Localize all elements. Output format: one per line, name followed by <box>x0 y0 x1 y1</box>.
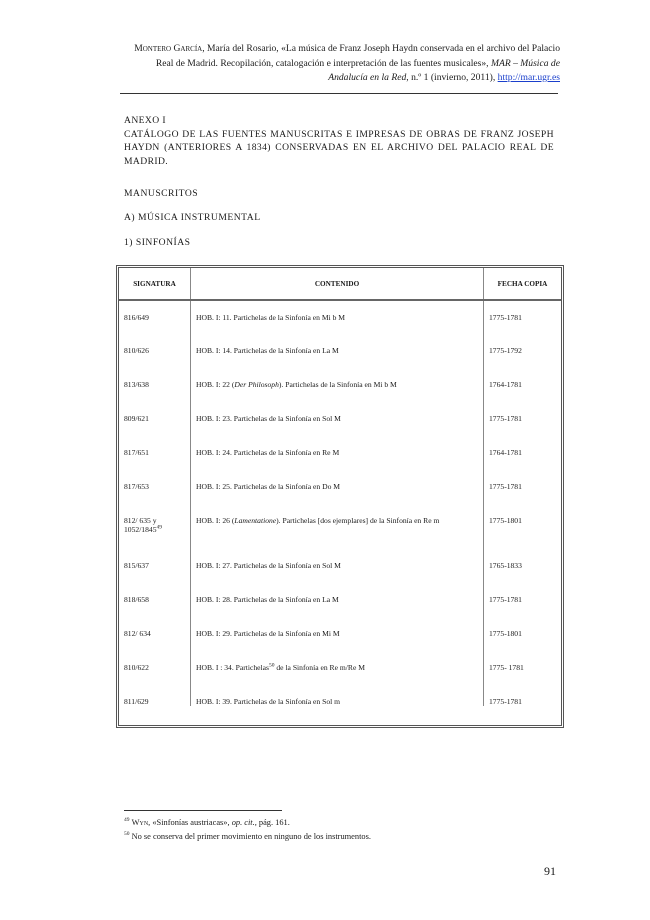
table-row <box>119 402 561 436</box>
footnote-number: 50 <box>124 831 130 838</box>
cell-contenido: HOB. I: 11. Partichelas de la Sinfonía en Mi b M <box>196 313 346 322</box>
cell-fecha: 1775- 1781 <box>484 651 562 685</box>
cell-contenido <box>191 651 484 685</box>
footnote-50 <box>124 831 371 843</box>
table-row <box>119 300 561 334</box>
section-manuscritos: MANUSCRITOS <box>124 188 199 199</box>
footnote-number: 49 <box>124 817 130 824</box>
cell-signatura: 810/626 <box>119 334 191 368</box>
cell-fecha: 1765-1833 <box>484 549 562 583</box>
section-sinfonias: 1) SINFONÍAS <box>124 237 191 248</box>
table-row <box>119 368 561 402</box>
cell-signatura: 818/658 <box>119 583 191 617</box>
header-text-a: María del Rosario, «La música de Franz Joseph Haydn conservada en el archivo del Palacio Real de Madrid. Recopilación, catalogación e interpretación de las fuentes musicales», <box>155 43 560 69</box>
cell-signatura: 816/649 <box>119 300 191 334</box>
table-row <box>119 617 561 651</box>
cell-text: HOB. I : 34. Partichelas <box>196 663 269 672</box>
cell-text: de la Sinfonía en Re m/Re M <box>274 663 365 672</box>
cell-signatura <box>119 504 191 549</box>
cell-text: HOB. I: 26 ( <box>196 516 235 525</box>
table-row <box>119 436 561 470</box>
table-row <box>119 470 561 504</box>
table-row <box>119 583 561 617</box>
cell-fecha: 1775-1801 <box>484 617 562 651</box>
table-row <box>119 334 561 368</box>
cell-fecha: 1775-1792 <box>484 334 562 368</box>
footnote-author: Wyn <box>131 818 149 827</box>
cell-fecha: 1764-1781 <box>484 436 562 470</box>
footnote-ref: 50 <box>268 662 275 669</box>
footnote-rule <box>124 810 282 811</box>
table-row <box>119 685 561 706</box>
cell-contenido: HOB. I: 25. Partichelas de la Sinfonía en Do M <box>196 482 341 491</box>
annex-subtitle: CATÁLOGO DE LAS FUENTES MANUSCRITAS E IMPRESAS DE OBRAS DE FRANZ JOSEPH HAYDN (ANTERIORES A 1834) CONSERVADAS EN EL ARCHIVO DEL PALACIO REAL DE MADRID. <box>124 128 554 167</box>
header-text-b: , n.º 1 (invierno, 2011), <box>406 72 498 83</box>
cell-contenido: HOB. I: 39. Partichelas de la Sinfonía en Sol m <box>196 697 341 706</box>
cell-signatura: 817/651 <box>119 436 191 470</box>
cell-text: ). Partichelas [dos ejemplares] de la Sinfonía en Re m <box>276 516 440 525</box>
header-fecha: FECHA COPIA <box>484 268 562 300</box>
cell-signatura: 817/653 <box>119 470 191 504</box>
cell-fecha: 1775-1781 <box>484 402 562 436</box>
cell-contenido: HOB. I: 23. Partichelas de la Sinfonía en Sol M <box>196 414 341 423</box>
catalog-table <box>116 265 564 728</box>
cell-signatura: 815/637 <box>119 549 191 583</box>
annex-heading <box>124 114 554 168</box>
cell-signatura: 813/638 <box>119 368 191 402</box>
cell-contenido: HOB. I: 29. Partichelas de la Sinfonía en Mi M <box>196 629 340 638</box>
cell-signatura: 810/622 <box>119 651 191 685</box>
cell-fecha: 1775-1801 <box>484 504 562 549</box>
section-instrumental: A) MÚSICA INSTRUMENTAL <box>124 212 261 223</box>
cell-signatura: 809/621 <box>119 402 191 436</box>
cell-contenido: HOB. I: 24. Partichelas de la Sinfonía en Re M <box>196 448 340 457</box>
cell-contenido: HOB. I: 27. Partichelas de la Sinfonía en Sol M <box>196 561 341 570</box>
cell-contenido: HOB. I: 14. Partichelas de la Sinfonía en La M <box>196 346 339 355</box>
footnote-text: , «Sinfonías austriacas», <box>148 818 232 827</box>
table-row <box>119 549 561 583</box>
cell-text: 812/ 635 y 1052/1845 <box>124 516 157 534</box>
footnote-text: , pág. 161. <box>254 818 290 827</box>
annex-title: ANEXO I <box>124 115 166 126</box>
cell-fecha: 1775-1781 <box>484 685 562 706</box>
table-row <box>119 651 561 685</box>
cell-italic-title: Lamentatione <box>234 516 277 525</box>
cell-text: HOB. I: 22 ( <box>196 380 235 389</box>
table-header-row <box>119 268 561 300</box>
header-url-link[interactable]: http://mar.ugr.es <box>497 72 560 83</box>
footnote-49 <box>124 817 290 829</box>
header-journal: MAR – Música de Andalucía en la Red <box>328 57 560 83</box>
footnote-ref: 49 <box>156 524 162 531</box>
footnote-italic: op. cit. <box>231 818 255 827</box>
cell-italic-title: Der Philosoph <box>234 380 279 389</box>
cell-fecha: 1764-1781 <box>484 368 562 402</box>
cell-contenido <box>191 504 484 549</box>
cell-signatura: 811/629 <box>119 685 191 706</box>
header-rule <box>120 93 558 94</box>
footnote-text: No se conserva del primer movimiento en ninguno de los instrumentos. <box>129 832 371 841</box>
header-author: Montero García, <box>134 43 205 54</box>
header-signatura: SIGNATURA <box>119 268 191 300</box>
cell-fecha: 1775-1781 <box>484 300 562 334</box>
cell-signatura: 812/ 634 <box>119 617 191 651</box>
running-header <box>120 42 560 86</box>
table-row <box>119 504 561 549</box>
cell-contenido <box>191 368 484 402</box>
page-number: 91 <box>544 864 556 878</box>
cell-contenido: HOB. I: 28. Partichelas de la Sinfonía en La M <box>196 595 339 604</box>
cell-fecha: 1775-1781 <box>484 583 562 617</box>
cell-fecha: 1775-1781 <box>484 470 562 504</box>
header-contenido: CONTENIDO <box>191 268 484 300</box>
cell-text: ). Partichelas de la Sinfonía en Mi b M <box>278 380 397 389</box>
